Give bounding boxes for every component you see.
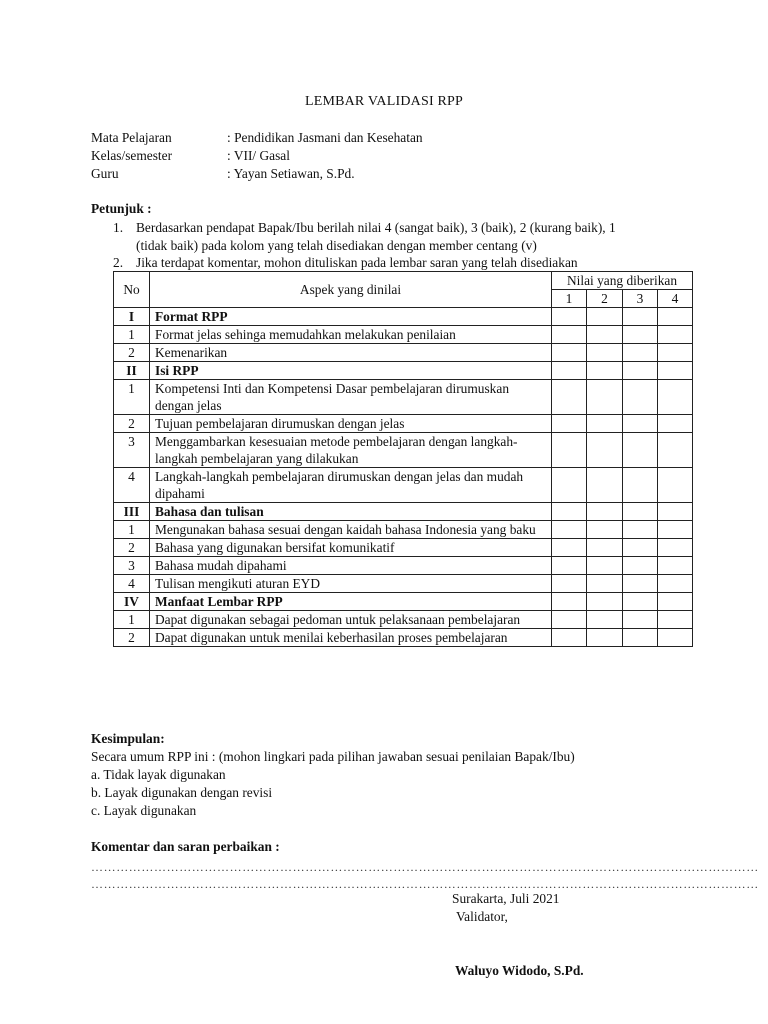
score-cell[interactable]: [623, 433, 658, 468]
meta-value: : VII/ Gasal: [227, 148, 290, 163]
table-row: [114, 611, 693, 629]
aspect-text: Tulisan mengikuti aturan EYD: [150, 575, 552, 593]
score-cell[interactable]: [658, 380, 693, 415]
score-cell[interactable]: [623, 521, 658, 539]
score-cell[interactable]: [552, 380, 587, 415]
meta-label: Guru: [91, 166, 119, 181]
row-number: 2: [114, 415, 150, 433]
document-title: LEMBAR VALIDASI RPP: [304, 94, 464, 109]
table-row: [114, 539, 693, 557]
score-cell[interactable]: [623, 326, 658, 344]
score-cell[interactable]: [623, 557, 658, 575]
petunjuk-heading: Petunjuk :: [91, 201, 152, 216]
score-cell[interactable]: [623, 308, 658, 326]
meta-label: Kelas/semester: [91, 148, 173, 163]
table-row: [114, 433, 693, 468]
table-row: [114, 521, 693, 539]
score-cell[interactable]: [552, 415, 587, 433]
aspect-text: Bahasa mudah dipahami: [150, 557, 552, 575]
aspect-text: Kompetensi Inti dan Kompetensi Dasar pembelajaran dirumuskan dengan jelas: [150, 380, 552, 415]
table-row: [114, 415, 693, 433]
score-header: 2: [587, 290, 623, 308]
score-cell[interactable]: [658, 326, 693, 344]
score-cell[interactable]: [587, 521, 623, 539]
comment-line[interactable]: ……………………………………………………………………………………………………………………………………………: [91, 877, 759, 891]
score-cell[interactable]: [658, 362, 693, 380]
score-cell[interactable]: [658, 308, 693, 326]
row-number: 3: [114, 557, 150, 575]
row-number: 1: [114, 611, 150, 629]
row-number: II: [114, 362, 150, 380]
score-header: 4: [658, 290, 693, 308]
score-cell[interactable]: [623, 362, 658, 380]
meta-value: : Pendidikan Jasmani dan Kesehatan: [227, 130, 423, 145]
score-cell[interactable]: [552, 433, 587, 468]
table-row: [114, 575, 693, 593]
score-cell[interactable]: [587, 433, 623, 468]
score-cell[interactable]: [552, 629, 587, 647]
table-row: [114, 629, 693, 647]
table-header-row: [114, 272, 693, 290]
score-cell[interactable]: [658, 433, 693, 468]
score-cell[interactable]: [587, 575, 623, 593]
score-cell[interactable]: [587, 362, 623, 380]
score-cell[interactable]: [623, 611, 658, 629]
score-cell[interactable]: [552, 362, 587, 380]
score-cell[interactable]: [658, 557, 693, 575]
instruction-1: [113, 219, 683, 255]
score-cell[interactable]: [587, 557, 623, 575]
section-title: Isi RPP: [150, 362, 552, 380]
aspect-text: Langkah-langkah pembelajaran dirumuskan dengan jelas dan mudah dipahami: [150, 468, 552, 503]
section-row: [114, 308, 693, 326]
score-cell[interactable]: [552, 557, 587, 575]
score-cell[interactable]: [552, 308, 587, 326]
instruction-line: Jika terdapat komentar, mohon dituliskan pada lembar saran yang telah disediakan: [136, 255, 578, 270]
option-c[interactable]: c. Layak digunakan: [91, 803, 197, 818]
option-b[interactable]: b. Layak digunakan dengan revisi: [91, 785, 273, 800]
aspect-text: Dapat digunakan untuk menilai keberhasilan proses pembelajaran: [150, 629, 552, 647]
score-cell[interactable]: [623, 344, 658, 362]
score-cell[interactable]: [552, 521, 587, 539]
validation-table: [113, 271, 693, 647]
row-number: III: [114, 503, 150, 521]
score-cell[interactable]: [623, 539, 658, 557]
row-number: 4: [114, 468, 150, 503]
section-row: [114, 503, 693, 521]
score-cell[interactable]: [552, 503, 587, 521]
instruction-line: (tidak baik) pada kolom yang telah disediakan dengan member centang (v): [136, 238, 537, 253]
aspect-text: Menggambarkan kesesuaian metode pembelajaran dengan langkah-langkah pembelajaran yang dilakukan: [150, 433, 552, 468]
instruction-number: 1.: [113, 220, 124, 235]
score-cell[interactable]: [658, 539, 693, 557]
score-cell[interactable]: [552, 326, 587, 344]
score-cell[interactable]: [658, 503, 693, 521]
section-title: Manfaat Lembar RPP: [150, 593, 552, 611]
kesimpulan-heading: Kesimpulan:: [91, 731, 165, 746]
aspect-text: Format jelas sehinga memudahkan melakukan penilaian: [150, 326, 552, 344]
score-cell[interactable]: [587, 593, 623, 611]
row-number: 1: [114, 380, 150, 415]
score-cell[interactable]: [552, 611, 587, 629]
column-header-aspek: Aspek yang dinilai: [150, 272, 552, 308]
score-header: 3: [623, 290, 658, 308]
row-number: 1: [114, 326, 150, 344]
instruction-line: Berdasarkan pendapat Bapak/Ibu berilah nilai 4 (sangat baik), 3 (baik), 2 (kurang baik), 1: [136, 220, 616, 235]
score-cell[interactable]: [552, 575, 587, 593]
score-cell[interactable]: [623, 629, 658, 647]
comment-line[interactable]: ……………………………………………………………………………………………………………………………………………: [91, 860, 759, 874]
aspect-text: Mengunakan bahasa sesuai dengan kaidah bahasa Indonesia yang baku: [150, 521, 552, 539]
table-row: [114, 344, 693, 362]
kesimpulan-intro: Secara umum RPP ini : (mohon lingkari pada pilihan jawaban sesuai penilaian Bapak/Ibu): [91, 749, 575, 764]
column-header-no: No: [114, 272, 150, 308]
signature-place-date: Surakarta, Juli 2021: [452, 891, 560, 906]
table-body: [114, 308, 693, 647]
score-cell[interactable]: [658, 344, 693, 362]
table-row: [114, 468, 693, 503]
section-row: [114, 593, 693, 611]
score-cell[interactable]: [587, 468, 623, 503]
score-cell[interactable]: [552, 468, 587, 503]
table-row: [114, 380, 693, 415]
score-cell[interactable]: [658, 521, 693, 539]
score-cell[interactable]: [623, 503, 658, 521]
score-cell[interactable]: [623, 593, 658, 611]
row-number: I: [114, 308, 150, 326]
score-cell[interactable]: [658, 611, 693, 629]
score-cell[interactable]: [658, 575, 693, 593]
score-cell[interactable]: [658, 415, 693, 433]
instruction-number: 2.: [113, 255, 124, 270]
score-cell[interactable]: [587, 380, 623, 415]
aspect-text: Dapat digunakan sebagai pedoman untuk pelaksanaan pembelajaran: [150, 611, 552, 629]
score-cell[interactable]: [587, 344, 623, 362]
aspect-text: Tujuan pembelajaran dirumuskan dengan jelas: [150, 415, 552, 433]
meta-value: : Yayan Setiawan, S.Pd.: [227, 166, 355, 181]
score-cell[interactable]: [587, 415, 623, 433]
table-row: [114, 326, 693, 344]
score-cell[interactable]: [587, 326, 623, 344]
meta-row-subject: [91, 129, 691, 147]
meta-label: Mata Pelajaran: [91, 130, 172, 145]
score-cell[interactable]: [658, 593, 693, 611]
score-cell[interactable]: [623, 468, 658, 503]
aspect-text: Kemenarikan: [150, 344, 552, 362]
row-number: 2: [114, 539, 150, 557]
score-cell[interactable]: [587, 629, 623, 647]
row-number: IV: [114, 593, 150, 611]
score-cell[interactable]: [587, 611, 623, 629]
option-a[interactable]: a. Tidak layak digunakan: [91, 767, 226, 782]
score-cell[interactable]: [552, 593, 587, 611]
table-row: [114, 557, 693, 575]
aspect-text: Bahasa yang digunakan bersifat komunikatif: [150, 539, 552, 557]
komentar-heading: Komentar dan saran perbaikan :: [91, 839, 280, 854]
score-cell[interactable]: [623, 380, 658, 415]
score-header: 1: [552, 290, 587, 308]
instruction-2: [113, 254, 683, 272]
row-number: 3: [114, 433, 150, 468]
score-cell[interactable]: [552, 344, 587, 362]
column-header-nilai: Nilai yang diberikan: [552, 272, 693, 290]
meta-row-teacher: [91, 165, 691, 183]
signature-role: Validator,: [456, 909, 508, 924]
row-number: 1: [114, 521, 150, 539]
row-number: 2: [114, 344, 150, 362]
signature-name: Waluyo Widodo, S.Pd.: [455, 963, 584, 978]
score-cell[interactable]: [587, 539, 623, 557]
score-cell[interactable]: [623, 575, 658, 593]
score-cell[interactable]: [658, 468, 693, 503]
score-cell[interactable]: [623, 415, 658, 433]
row-number: 2: [114, 629, 150, 647]
section-title: Format RPP: [150, 308, 552, 326]
section-title: Bahasa dan tulisan: [150, 503, 552, 521]
row-number: 4: [114, 575, 150, 593]
score-cell[interactable]: [587, 503, 623, 521]
score-cell[interactable]: [658, 629, 693, 647]
score-cell[interactable]: [587, 308, 623, 326]
section-row: [114, 362, 693, 380]
score-cell[interactable]: [552, 539, 587, 557]
meta-row-class: [91, 147, 691, 165]
